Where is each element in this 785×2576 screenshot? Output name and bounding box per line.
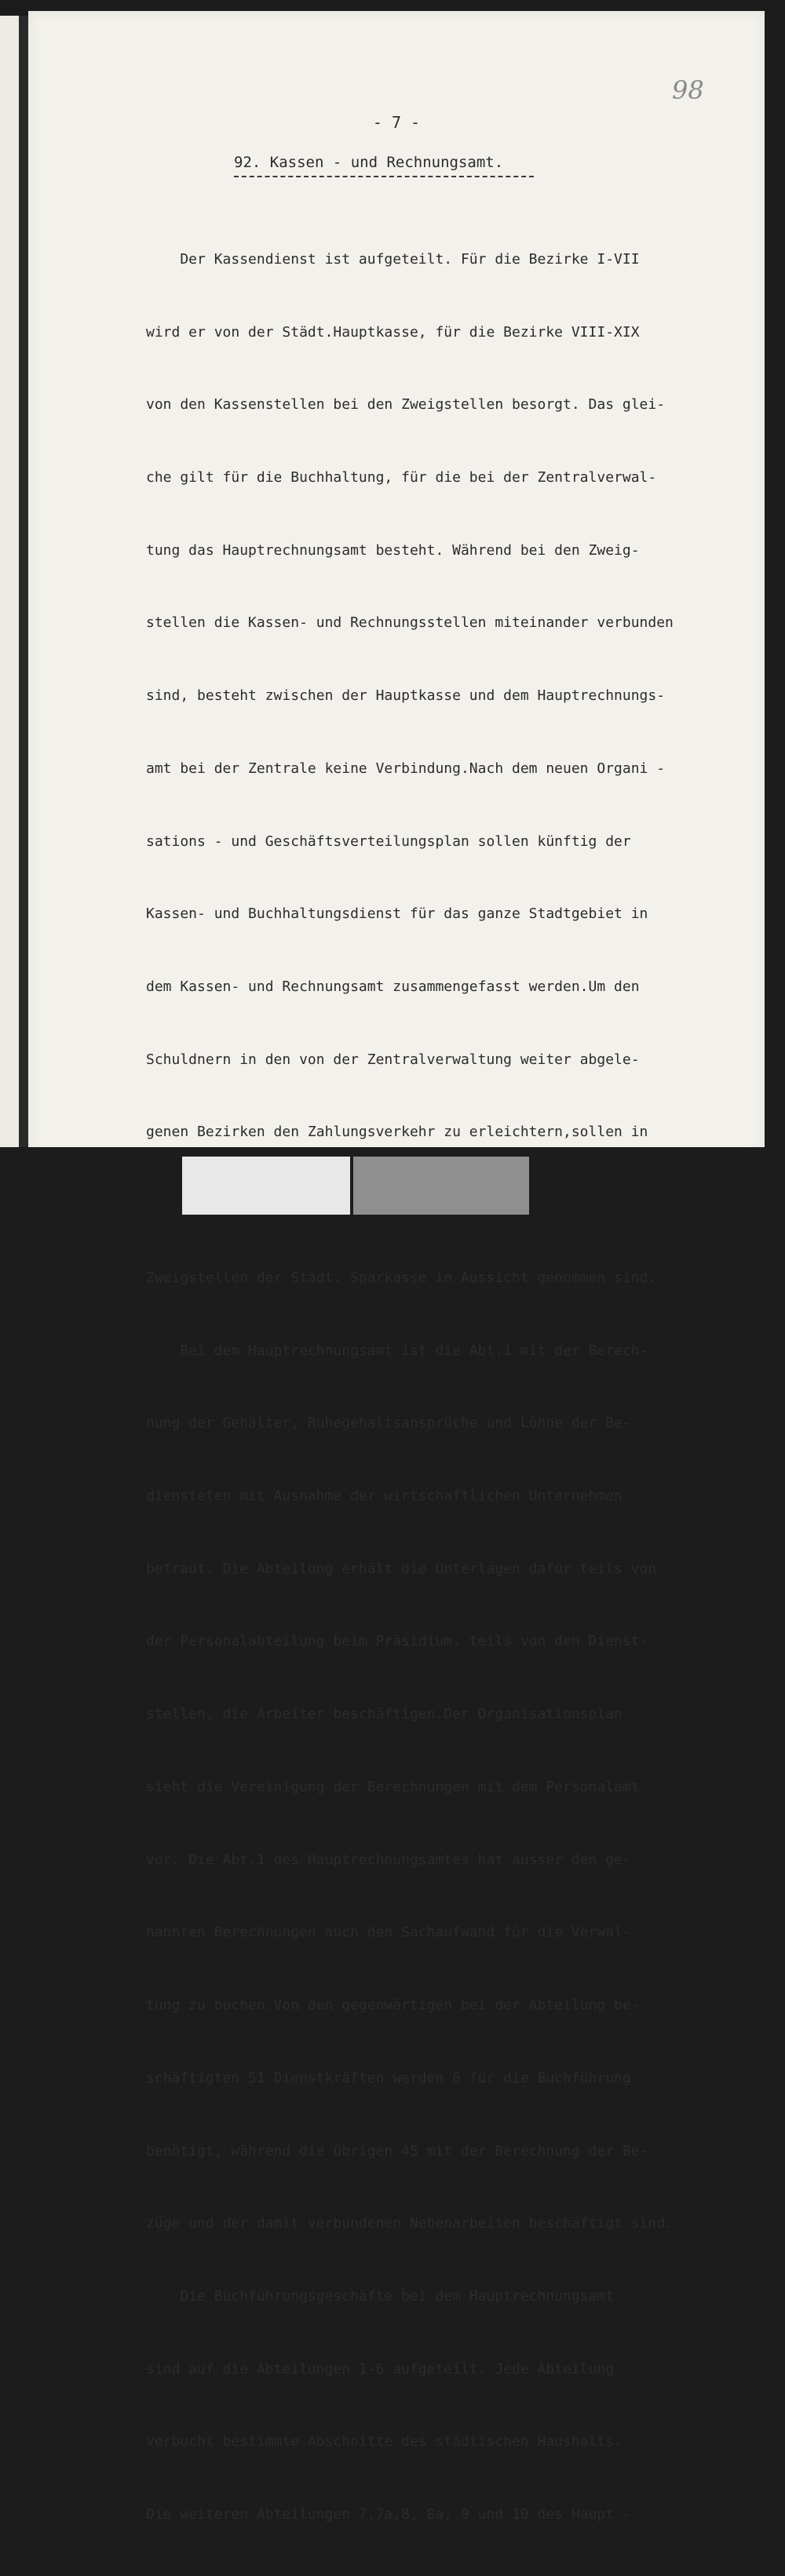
text-line: amt bei der Zentrale keine Verbindung.Nach dem neuen Organi - [146,760,666,777]
text-line: Kassen- und Buchhaltungsdienst für das ganze Stadtgebiet in [146,905,648,923]
text-line: diensteten mit Ausnahme der wirtschaftlichen Unternehmen [146,1488,623,1505]
text-line: tung das Hauptrechnungsamt besteht. Während bei den Zweig- [146,541,640,559]
text-line: benötigt, während die übrigen 45 mit der Berechnung der Be- [146,2142,648,2159]
text-line: sations - und Geschäftsverteilungsplan sollen künftig der [146,833,631,850]
archive-page-mark: 98 [672,75,704,105]
text-line: sieht die Vereinigung der Berechnungen mit dem Personalamt [146,1778,640,1795]
text-line: der Personalabteilung beim Präsidium, teils von den Dienst- [146,1633,648,1650]
text-line: tung zu buchen.Von den gegenwärtigen bei der Abteilung be- [146,1997,640,2014]
text-line: vor. Die Abt.1 des Hauptrechnungsamtes hat ausser den ge- [146,1851,631,1868]
text-line: Die weiteren Abteilungen 7,7a,8, 8a, 9 und 10 des Haupt - [146,2506,631,2523]
text-line: Bei dem Hauptrechnungsamt ist die Abt.1 mit der Berech- [146,1342,648,1359]
text-line: züge und der damit verbundenen Nebenarbeiten beschäftigt sind. [146,2215,674,2232]
text-line: stellen die Kassen- und Rechnungsstellen miteinander verbunden [146,614,674,632]
text-line: che gilt für die Buchhaltung, für die bei der Zentralverwal- [146,468,657,486]
color-target-strip [0,1147,785,1215]
text-line: sind auf die Abteilungen 1-6 aufgeteilt. Jede Abteilung [146,2360,615,2377]
text-line: von den Kassenstellen bei den Zweigstellen besorgt. Das glei- [146,396,666,414]
text-line: betraut. Die Abteilung erhält die Unterlagen dafür teils von [146,1560,657,1577]
book-gutter [19,16,28,1153]
text-line: Der Kassendienst ist aufgeteilt. Für die Bezirke I-VII [146,250,640,268]
text-line: nannten Berechnungen auch den Sachaufwand für die Verwal- [146,1924,631,1941]
text-line: Zweigstellen der Städt. Sparkasse in Aussicht genommen sind. [146,1269,657,1286]
text-line: nung der Gehälter, Ruhegehaltsansprüche und Löhne der Be- [146,1415,631,1432]
page-number: - 7 - [372,113,421,132]
document-page [28,11,765,2523]
text-line: verbucht bestimmte Abschnitte des städtischen Haushalts. [146,2433,623,2450]
text-line: Schuldnern in den von der Zentralverwaltung weiter abgele- [146,1051,640,1068]
left-page-edge [0,16,19,1153]
text-line: stellen, die Arbeiter beschäftigen.Der Organisationsplan [146,1706,623,1723]
body-text [146,199,674,2576]
text-line: sind, besteht zwischen der Hauptkasse und dem Hauptrechnungs- [146,687,666,705]
gray-calibration-patch [353,1157,529,1215]
text-line: wird er von der Städt.Hauptkasse, für die Bezirke VIII-XIX [146,323,640,341]
text-line: Die Buchführungsgeschäfte bei dem Hauptrechnungsamt [146,2287,615,2305]
white-calibration-patch [182,1157,350,1215]
section-heading: 92. Kassen - und Rechnungsamt. [234,154,504,171]
text-line: genen Bezirken den Zahlungsverkehr zu erleichtern,sollen in [146,1124,648,1141]
heading-underline [234,176,534,177]
text-line: schäftigten 51 Dienstkräften werden 6 für die Buchführung [146,2069,631,2086]
text-line: dem Kassen- und Rechnungsamt zusammengefasst werden.Um den [146,978,640,995]
